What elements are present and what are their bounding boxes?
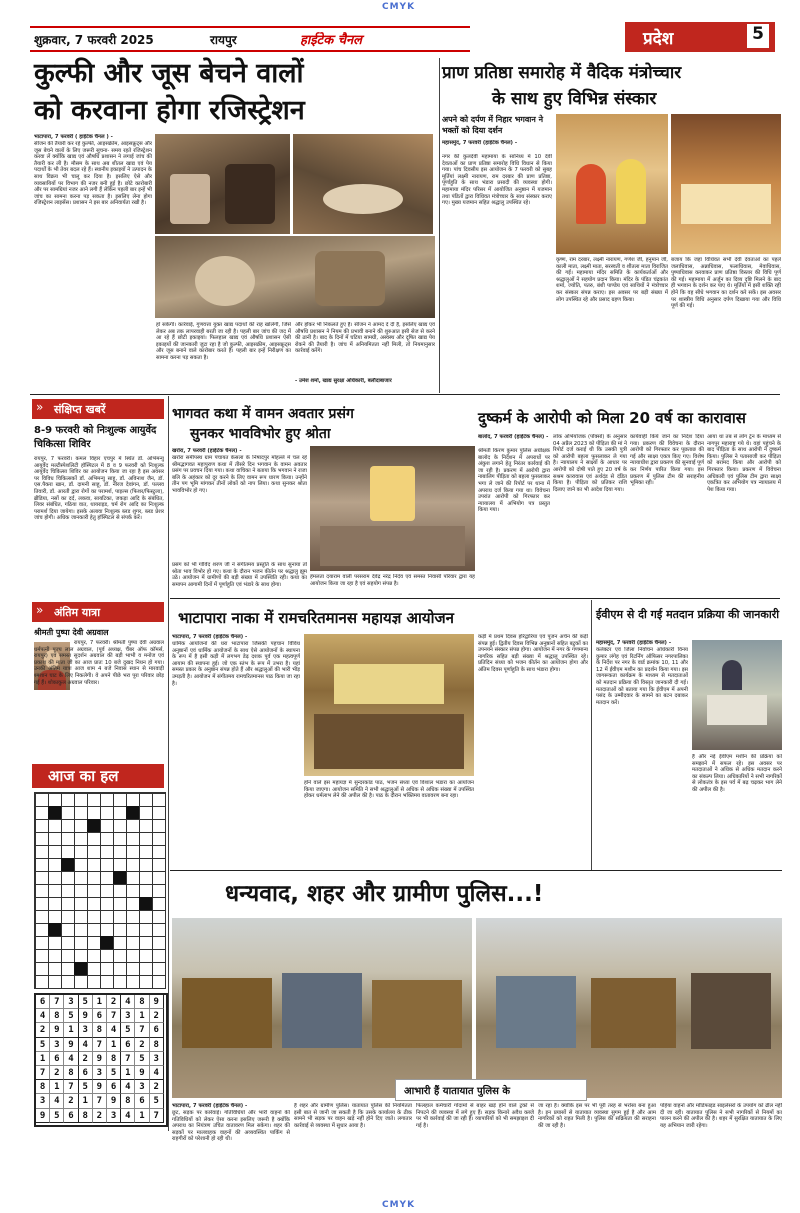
sudoku-cell: 5	[150, 1094, 164, 1108]
bhagwat-body-2: प्रसंग को भी गोविंद शरण जी ने संगीतमय प्रस्तुति के साथ सुनाया तो श्रोता भाव विभोर हो गए। कथा के दौरान भजन कीर्तन पर श्रद्धालु झूम उठे। आयोजन में ग्रामीणों की बड़ी संख्या में उपस्थिति रही। कथा का समापन आगामी दिनों में पूर्णाहुति एवं भंडारे के साथ होगा।	[172, 562, 307, 588]
sudoku-cell: 4	[121, 1109, 135, 1123]
issue-date: शुक्रवार, 7 फरवरी 2025	[34, 33, 154, 47]
pran-dateline: महासमुंद, 7 फरवरी (हाईटेक चैनल) -	[442, 140, 518, 146]
crossword-grid	[34, 792, 166, 989]
sudoku-cell: 6	[79, 1066, 93, 1080]
sankshipt-arrow-icon: »	[36, 400, 44, 414]
ramcharit-dateline: भाटापारा, 7 फरवरी (हाईटेक चैनल) -	[172, 634, 248, 640]
sudoku-cell: 4	[36, 1009, 50, 1023]
bhagwat-headline-2: सुनकर भावविभोर हुए श्रोता	[190, 426, 331, 442]
sankshipt-label-bar	[32, 399, 164, 419]
sudoku-cell: 8	[121, 1094, 135, 1108]
sankshipt-headline: 8-9 फरवरी को निःशुल्क आयुर्वेद चिकित्सा शिविर	[34, 425, 157, 450]
dushkarm-body-4: आया था तब से लोग ट्रेन के माध्यम से नागपुर महाराष्ट्र गये थे। वहां पहुंचने के बाद पीड़िता के साथ आरोपी ने दुष्कर्म किया। पुलिस ने पतासाजी कर पीड़िता को बरामद किया और आरोपी को गिरफ्तार किया। प्रकरण में विवेचना अधिकारी एवं पुलिस टीम द्वारा साक्ष्य एकत्रित कर अभियोग पत्र न्यायालय में पेश किया गया।	[707, 434, 781, 493]
kulfi-body-3: और हॉकर भी निकलते हुए हैं। सीजन ने आमद दे दी है, इसलिए खाद्य एवं औषधि प्रशासन ने नियम की प्रभावी बनाने की शुरुआत इसी सेज से करने की ठानी है। बाद के दिनों में घटिया सामग्री, अस्वस्थ और दूषित खाद्य पेय रोकने की तैयारी है। जांच में अनियमितता नहीं मिली, तो नियमानुसार कार्रवाई करेंगे।	[295, 322, 435, 355]
kulfi-photo-left	[155, 134, 290, 234]
dushkarm-body-3: कार्यवाही किये जाने का निर्देश दिया गया। प्रकरण की विवेचना के दौरान आरोपी को गिरफ्तार कर पूछताछ की गई और साक्ष्य एकत्र किए गए। विशेष न्यायाधीश द्वारा प्रकरण की सुनवाई पूर्ण कर निर्णय पारित किया गया। इस प्रकरण में पुलिस टीम की सराहनीय भूमिका रही।	[630, 434, 704, 487]
sudoku-cell: 3	[107, 1109, 121, 1123]
sudoku-cell: 9	[150, 995, 164, 1009]
sudoku-cell: 9	[36, 1109, 50, 1123]
sudoku-cell: 9	[135, 1066, 149, 1080]
sudoku-cell: 3	[50, 1038, 64, 1052]
puzzle-title-bar	[32, 764, 164, 788]
sudoku-cell: 3	[93, 1066, 107, 1080]
sudoku-cell: 7	[93, 1094, 107, 1108]
page-number: 5	[747, 24, 769, 48]
kulfi-photo-right	[293, 134, 433, 234]
sudoku-cell: 2	[150, 1009, 164, 1023]
ramcharit-body-1: धार्मिक आयोजनों की धरा भाटापारा जिसकी पहचान विविध अनुष्ठानों एवं धार्मिक आयोजनों के साथ ऐसे आयोजनों के स्थापना के रूप में है इसी कड़ी में लगभग डेढ़ दशक पूर्व एक महत्वपूर्ण आयाम की स्थापना हुई। जो एक स्तंभ के रूप में उभरा है। यहां समस्त प्रकार के अनुष्ठान संपन्न होते हैं और श्रद्धालुओं की भारी भीड़ उमड़ती है। आयोजन में संगीतमय रामचरितमानस पाठ किया जा रहा है।	[172, 641, 300, 687]
sudoku-cell: 5	[50, 1109, 64, 1123]
sudoku-cell: 8	[64, 1066, 78, 1080]
sudoku-cell: 1	[93, 995, 107, 1009]
sankshipt-label: संक्षिप्त खबरें	[54, 403, 106, 416]
pran-headline-1: प्राण प्रतिष्ठा समारोह में वैदिक मंत्रोच्चार	[442, 63, 682, 83]
kulfi-signoff: - उमेश शर्मा, खाद्य सुरक्षा अधिकारी, बलौदाबाजार	[295, 378, 392, 384]
sudoku-cell: 9	[64, 1038, 78, 1052]
sudoku-cell: 1	[79, 1094, 93, 1108]
bhagwat-body-1: खरोरा समीपस्थ ग्राम पंचायत केसला के निषादपुर मोहल्ले में चल रहे श्रीमद्भागवत महापुराण कथा में तीसरे दिन भगवान के वामन अवतार प्रसंग पर प्रवचन दिया गया। कथा वाचिका ने बताया कि भगवान ने राजा बलि के अहंकार को दूर करने के लिए वामन रूप धारण किया। उन्होंने तीन पग भूमि मांगकर तीनों लोकों को नाप लिया। कथा सुनकर श्रोता भावविभोर हो गए।	[172, 455, 307, 494]
sudoku-cell: 7	[135, 1023, 149, 1037]
evm-body-2: है और नई ईवीएम मशीन की प्रक्रिया को समझाने में सफल रहे। इस अवसर पर मतदाताओं ने अधिक से अधिक मतदान करने का संकल्प लिया। अधिकारियों ने सभी नागरिकों से लोकतंत्र के इस पर्व में बढ़ चढ़कर भाग लेने की अपील की है।	[692, 754, 782, 793]
sudoku-cell: 1	[135, 1109, 149, 1123]
sudoku-cell: 3	[36, 1094, 50, 1108]
dushkarm-body-1: श्रीमती किरण कुमार पुलिस अधीक्षक बालोद के निर्देशन में अपराधों पर अंकुश लगाने हेतु निरंतर कार्रवाई की जा रही है। प्रकरण में आरोपी द्वारा नाबालिग पीड़िता को बहला फुसलाकर भगा ले जाने की रिपोर्ट पर थाना में अपराध दर्ज किया गया था। विवेचना उपरांत आरोपी को गिरफ्तार कर न्यायालय में अभियोग पत्र प्रस्तुत किया गया।	[478, 448, 550, 514]
sudoku-cell: 5	[64, 1009, 78, 1023]
sudoku-cell: 6	[107, 1080, 121, 1094]
antim-body: रायपुर, 7 फरवरी। श्रीमती पुष्पा देवी अग्रवाल धर्मपत्नी पूज्य लाल अग्रवाल, (पूर्व अध्यक्ष, चैंबर ऑफ कॉमर्स, रायपुर) एवं समस्त सुदर्शन अग्रवाल की बड़ी भाभी व मनोज एवं प्रकाश की माता जी का आज प्रातः 10 बजे दुखद निधन हो गया। उनकी अंतिम यात्रा आज शाम 4 बजे निवास स्थान से मारवाड़ी श्मशान घाट के लिए निकलेगी। वे अपने पीछे भरा पूरा परिवार छोड़ गई हैं। शोकाकुल अग्रवाल परिवार।	[34, 640, 164, 686]
sudoku-cell: 7	[121, 1052, 135, 1066]
mid-divider	[170, 598, 780, 599]
sudoku-cell: 4	[121, 1080, 135, 1094]
sudoku-cell: 8	[107, 1052, 121, 1066]
sudoku-cell: 5	[79, 995, 93, 1009]
police-body-1: छूट, सड़क पर कार्रवाई। गतिविधियों और भारी वाहनों की गतिविधियों को लेकर ऐसा करना इसलिए जरूरी है क्योंकि अपराध का नियंत्रण उचित वातावरण मिल सकेगा। शहर की सड़कों पर मालवाहक वाहनों की अव्यवस्थित पार्किंग से राहगीरों को परेशानी हो रही थी।	[172, 1110, 290, 1143]
kulfi-headline-1: कुल्फी और जूस बेचने वालों	[34, 58, 304, 89]
kulfi-body-2: हो सकेगी। कार्रवाई, गुणवत्ता युक्त खाद्य पदार्थों की राह खोलेगी, जिसे लेकर अब तक लापरवाही बरती जा रही है। पहली बार जांच की जद में आ रहे हैं छोटी इकाइयां। फिलहाल खाद्य एवं औषधि प्रशासन ऐसी इकाइयों की जानकारी जुटा रहा है जो कुल्फी, आइसक्रीम, आइसफ्रूट्स और जूस बनाने वाले कारोबार करते हैं। पहली बार इन्हें निरीक्षण का सामना करना पड़ सकता है।	[156, 322, 291, 361]
sudoku-cell: 5	[79, 1080, 93, 1094]
sudoku-cell: 7	[107, 1009, 121, 1023]
kulfi-dateline: भाटापारा, 7 फरवरी ( हाईटेक चैनल ) -	[34, 134, 113, 140]
evm-photo	[692, 640, 782, 750]
sudoku-cell: 9	[93, 1080, 107, 1094]
sudoku-cell: 6	[135, 1094, 149, 1108]
sudoku-cell: 8	[79, 1109, 93, 1123]
sudoku-cell: 3	[79, 1023, 93, 1037]
kulfi-photo-bottom	[155, 236, 435, 318]
police-body-4: जा रहा है। क्योंकि इस पर भी पूरी तरह से भरोसा बना हुआ है। इन प्रयासों से यातायात व्यवस्था सुगम हुई है और आम नागरिकों को राहत मिली है। पुलिस की सक्रियता की सराहना की जा रही है।	[538, 1103, 656, 1129]
sudoku-cell: 3	[121, 1009, 135, 1023]
sudoku-cell: 3	[135, 1080, 149, 1094]
sudoku-cell: 1	[36, 1052, 50, 1066]
dushkarm-headline: दुष्कर्म के आरोपी को मिला 20 वर्ष का कारावास	[478, 409, 746, 427]
police-headline: धन्यवाद, शहर और ग्रामीण पुलिस...!	[225, 881, 544, 907]
evm-divider	[591, 600, 592, 870]
evm-dateline: महासमुंद, 7 फरवरी (हाईटेक चैनल) -	[596, 640, 672, 646]
pran-photo-2	[671, 114, 781, 254]
section-banner	[625, 22, 775, 52]
sudoku-cell: 7	[36, 1066, 50, 1080]
masthead	[30, 22, 775, 54]
sudoku-cell: 9	[107, 1094, 121, 1108]
sudoku-cell: 7	[64, 1080, 78, 1094]
ramcharit-body-2: होने वाले इस महायज्ञ में सुन्दरकांड पाठ, भजन संध्या एवं विशाल भंडारा का आयोजन किया जाएगा। आयोजन समिति ने सभी श्रद्धालुओं से अधिक से अधिक संख्या में उपस्थित होकर धर्मलाभ लेने की अपील की है। पाठ के दौरान भक्तिमय वातावरण बना रहा।	[304, 780, 474, 800]
top-color-marker: CMYK	[382, 2, 416, 12]
sudoku-cell: 6	[93, 1009, 107, 1023]
sudoku-cell: 1	[64, 1023, 78, 1037]
sudoku-cell: 9	[50, 1023, 64, 1037]
kulfi-headline-2: को करवाना होगा रजिस्ट्रेशन	[34, 95, 305, 126]
police-body-3: फिलहाल कर्मचारी गोदामों से बाहर खड़े होने वाले ट्रकों से निपटने की व्यवस्था में लगे हुए हैं। सड़क किनारे अवैध कब्जे पर भी कार्रवाई की जा रही है। व्यापारियों को भी समझाइश दी गई है।	[416, 1103, 534, 1129]
sudoku-cell: 2	[150, 1080, 164, 1094]
sudoku-cell: 7	[150, 1109, 164, 1123]
police-dateline: भाटापारा, 7 फरवरी (हाईटेक चैनल) -	[172, 1103, 248, 1109]
sudoku-cell: 4	[121, 995, 135, 1009]
sudoku-cell: 5	[135, 1052, 149, 1066]
left-column-divider	[168, 396, 169, 1131]
antim-arrow-icon: »	[36, 603, 44, 617]
lower-divider	[170, 870, 782, 871]
antim-label-bar	[32, 602, 164, 622]
dushkarm-dateline: बालोद, 7 फरवरी (हाईटेक चैनल) -	[478, 434, 549, 440]
pran-photo-1	[556, 114, 668, 254]
sudoku-cell: 8	[93, 1023, 107, 1037]
sudoku-cell: 6	[121, 1038, 135, 1052]
ramcharit-headline: भाटापारा नाका में रामचरितमानस महायज्ञ आयोजन	[178, 609, 454, 627]
sudoku-cell: 5	[107, 1066, 121, 1080]
sudoku-cell: 7	[50, 995, 64, 1009]
sudoku-cell: 9	[93, 1052, 107, 1066]
sankshipt-body: रायपुर, 7 फरवरी। कमल विहार एचपुर में स्थित डॉ. अभिमन्यु आयुर्वेद मल्टीस्पेशलिटी हॉस्पिटल में 8 व 9 फरवरी को निःशुल्क आयुर्वेद चिकित्सा शिविर का आयोजन किया जा रहा है इस अवसर पर विविध चिकित्सकों डॉ. अभिमन्यु साहू, डॉ. अविनाश जैन, डॉ. एस.पैकरा खान, डॉ. दामनी साहू, डॉ. नीरज देवांगन, डॉ. पल्लव तिवारी, डॉ. आरती द्वारा रोगों का परामर्श, पाइल्स (फिशर/फिस्टुला), ब्रीडिया, नसों का दर्द, लकवा, सायटिका, जकड़ा आदि के संबंधित, लिवर संबंधित, गठिया वात, थायराइड, चर्म रोग आदि का निःशुल्क परामर्श दिया जायेगा। इसके अलावा निःशुल्क ब्लड शुगर, ब्लड प्रेशर जांच होगी। अधिक जानकारी हेतु हॉस्पिटल से संपर्क करें।	[34, 456, 164, 522]
sudoku-cell: 5	[121, 1023, 135, 1037]
police-photo-right	[476, 918, 782, 1098]
sudoku-cell: 2	[64, 1094, 78, 1108]
sudoku-cell: 2	[107, 995, 121, 1009]
pran-body-2: कृष्ण, राम दरबार, लक्ष्मी नारायण, गणेश जी, हनुमान जी, काली माता, लक्ष्मी माता, सरस्वती व शीतला माता विराजित की गईं। महामाया मंदिर समिति के कार्यकर्ताओं और श्रद्धालुओं ने सहयोग प्रदान किया। मंदिर के पंडित चंद्रकांत शर्मा, ज्योति, पतरु, बंशी पाण्डेय एवं साथियों ने मंत्रोच्चार कर संस्कार संपन्न कराए। इस अवसर पर बड़ी संख्या में लोग उपस्थित रहे और प्रसाद ग्रहण किया।	[556, 257, 668, 303]
paper-logo: हाईटेक चैनल	[300, 33, 362, 48]
sudoku-cell: 8	[150, 1038, 164, 1052]
sudoku-cell: 9	[79, 1009, 93, 1023]
sudoku-cell: 6	[50, 1052, 64, 1066]
sudoku-cell: 1	[121, 1066, 135, 1080]
evm-body-1: कलेक्टर एवं जिला निर्वाचन अधिकारी विनय कुमार लंगेह एवं रिटर्निंग ऑफिसर नगरपालिका के निर्देश पर नगर के वार्ड क्रमांक 10, 11 और 12 में ईवीएम मशीन का प्रदर्शन किया गया। इस जागरूकता कार्यक्रम के माध्यम से मतदाताओं को मतदान प्रक्रिया की विस्तृत जानकारी दी गई। मतदाताओं को बताया गया कि ईवीएम में अपनी पसंद के उम्मीदवार के सामने का बटन दबाकर मतदान करें।	[596, 647, 688, 706]
police-body-2: है शहर और ग्रामीण पुलिस। यातायात पुलिस की नियमितता इसी बात से जानी जा सकती है कि उसके कार्यालय के ठीक सामने भी सड़क पर वाहन खड़े नहीं होने दिए जाते। लगातार कार्रवाई से व्यवस्था में सुधार आया है।	[294, 1103, 412, 1129]
antim-label: अंतिम यात्रा	[54, 606, 101, 619]
bhagwat-dateline: खरोरा, 7 फरवरी (हाईटेक चैनल) -	[172, 448, 242, 454]
police-photo-caption: आभारी हैं यातायात पुलिस के	[404, 1086, 511, 1097]
antim-name: श्रीमती पुष्पा देवी अग्रवाल	[34, 628, 109, 637]
section-name: प्रदेश	[643, 29, 674, 49]
column-divider	[439, 58, 440, 393]
bottom-color-marker: CMYK	[382, 1200, 416, 1210]
sudoku-cell: 2	[93, 1109, 107, 1123]
sudoku-cell: 8	[135, 995, 149, 1009]
police-photo-left	[172, 918, 472, 1098]
kulfi-body-1: सीजन की तैयारी कर रहे कुल्फी, आइसक्रीम, आइसफ्रूट्स और जूस बेचने वालों के लिए जरूरी सूचना- समय रहते रजिस्ट्रेशन करवा लें क्योंकि खाद्य एवं औषधि प्रशासन ने लगाई जांच की तैयारी कर ली है। मौसम के साथ अब शीतल खाद्य एवं पेय पदार्थों के भी तेवर बदल रहे हैं। स्थानीय इकाइयों ने उत्पादन के साथ विक्रय भी चालू कर दिया है। इसलिए ऐसे और व्यवसायियों पर विभाग की नजर बनी हुई है। छोटे कारोबारी और पर सामग्रियां नजर आने लगी हैं लेकिन पहली बार इन्हें भी जांच का सामना करना पड़ सकता है। इसलिए लेना होगा रजिस्ट्रेशन लाइसेंस। प्रशासन ने इस बार अनिवार्यता रखी है।	[34, 141, 152, 207]
ramcharit-body-3: कड़ी में प्रथम दिवस हरिद्वारिया एवं पूजन अर्चन की कड़ी संपन्न हुई। द्वितीय दिवस विभिन्न अनुष्ठानों सहित बटुकों का उपनयन संस्कार संपन्न होगा। आयोजन में नगर के गणमान्य नागरिक सहित बड़ी संख्या में श्रद्धालु उपस्थित रहे। प्रतिदिन संध्या को भजन कीर्तन का आयोजन होगा और अंतिम दिवस पूर्णाहुति के साथ भंडारा होगा।	[478, 634, 588, 673]
sudoku-cell: 2	[36, 1023, 50, 1037]
sudoku-cell: 4	[150, 1066, 164, 1080]
sudoku-cell: 2	[79, 1052, 93, 1066]
sudoku-cell: 3	[150, 1052, 164, 1066]
pran-body-3: बजाय कि जहां विधिवत सभी देवी देवताओं का पहले जलाधिवास, अन्नाधिवास, फलाधिवास, मेवाधिवास, पुष्पाधिवास करवाकर प्राण प्रतिष्ठा विस्तार की विधि पूर्ण की गई। महामाया में अर्जुन का दिव्य दृष्टि मिलने के बाद ही भगवान के दर्शन कर पाए थे। मूर्तियों में इसी शक्ति रही होने कि वह सीधे भगवान का दर्शन करे सकें। इस अवसर पर शास्त्रीय विधि अनुसार दर्पण दिखाया गया और विधि पूर्ण की गई।	[671, 257, 781, 310]
sudoku-grid	[34, 993, 168, 1127]
sudoku-cell: 8	[36, 1080, 50, 1094]
puzzle-title: आज का हल	[48, 767, 119, 785]
sudoku-cell: 5	[36, 1038, 50, 1052]
pran-body-1: नगर की कुलदेवी महामाया के सानिध्य में 10 देवी देवताओं का प्राण प्रतिष्ठा समारोह विधि विधान से किया गया। पांच दिवसीय इस आयोजन के 7 फरवरी को सुबह मूर्तियां लक्ष्मी नारायण, राम दरबार की प्राण प्रतिष्ठा, पूर्णाहुति के साथ भंडारा प्रसादी की व्यवस्था होगी। महामाया मंदिर परिसर में आयोजित अनुष्ठान में यजमान तथा पंडितों द्वारा विधिवत मंत्रोच्चार के साथ संस्कार कराए गए। मुख्य यजमान सहित श्रद्धालु उपस्थित रहे।	[442, 154, 552, 207]
police-photo-caption-box	[395, 1079, 587, 1101]
sudoku-cell: 4	[64, 1052, 78, 1066]
sudoku-cell: 7	[93, 1038, 107, 1052]
sudoku-cell: 8	[50, 1009, 64, 1023]
city-name: रायपुर	[210, 33, 237, 47]
police-body-5: पहिया वाहनों और मोडिफाइड साइलेंसरों के उपयोग को ढील नहीं दी जा रही। यातायात पुलिस ने सभी नागरिकों से नियमों का पालन करने की अपील की है। शहर में सुरक्षित यातायात के लिए यह अभियान जारी रहेगा।	[660, 1103, 782, 1129]
evm-headline: ईवीएम से दी गई मतदान प्रक्रिया की जानकारी	[596, 608, 780, 621]
dushkarm-body-2: लोक अभियोजक (पॉक्सो) के अनुसार 04 अप्रैल 2023 को पीड़िता की मां ने रिपोर्ट दर्ज कराई थी कि उसकी पुत्री को आरोपी बहला फुसलाकर ले गया है। न्यायालय ने साक्ष्यों के आधार पर आरोपी को दोषी पाते हुए 20 वर्ष के सश्रम कारावास एवं अर्थदंड से दंडित किया है। पीड़िता को प्रतिकर राशि दिलाए जाने का भी आदेश दिया गया।	[553, 434, 627, 493]
sudoku-cell: 1	[107, 1038, 121, 1052]
bhagwat-photo	[310, 446, 475, 571]
bhagwat-caption: हेमलता दयाराम वाली परसराम देवेंद्र नरेंद्र निदेव एवं समस्त निवासी परिवार द्वारा यह आयोजन किया जा रहा है एवं सहयोग संपन्न है।	[310, 574, 475, 587]
sudoku-cell: 4	[50, 1094, 64, 1108]
pran-kicker: अपने को दर्पण में निहार भगवान ने भक्तों को दिया दर्शन	[442, 115, 544, 135]
sudoku-cell: 6	[36, 995, 50, 1009]
sudoku-cell: 3	[64, 995, 78, 1009]
ramcharit-photo	[304, 634, 474, 776]
sudoku-cell: 4	[79, 1038, 93, 1052]
sudoku-cell: 2	[135, 1038, 149, 1052]
sudoku-cell: 6	[150, 1023, 164, 1037]
masthead-left	[30, 26, 470, 52]
sudoku-cell: 6	[64, 1109, 78, 1123]
pran-headline-2: के साथ हुए विभिन्न संस्कार	[492, 89, 657, 109]
sudoku-cell: 1	[50, 1080, 64, 1094]
sudoku-cell: 1	[135, 1009, 149, 1023]
sudoku-cell: 4	[107, 1023, 121, 1037]
sudoku-cell: 2	[50, 1066, 64, 1080]
bhagwat-headline-1: भागवत कथा में वामन अवतार प्रसंग	[172, 406, 354, 422]
section-divider	[30, 394, 780, 395]
